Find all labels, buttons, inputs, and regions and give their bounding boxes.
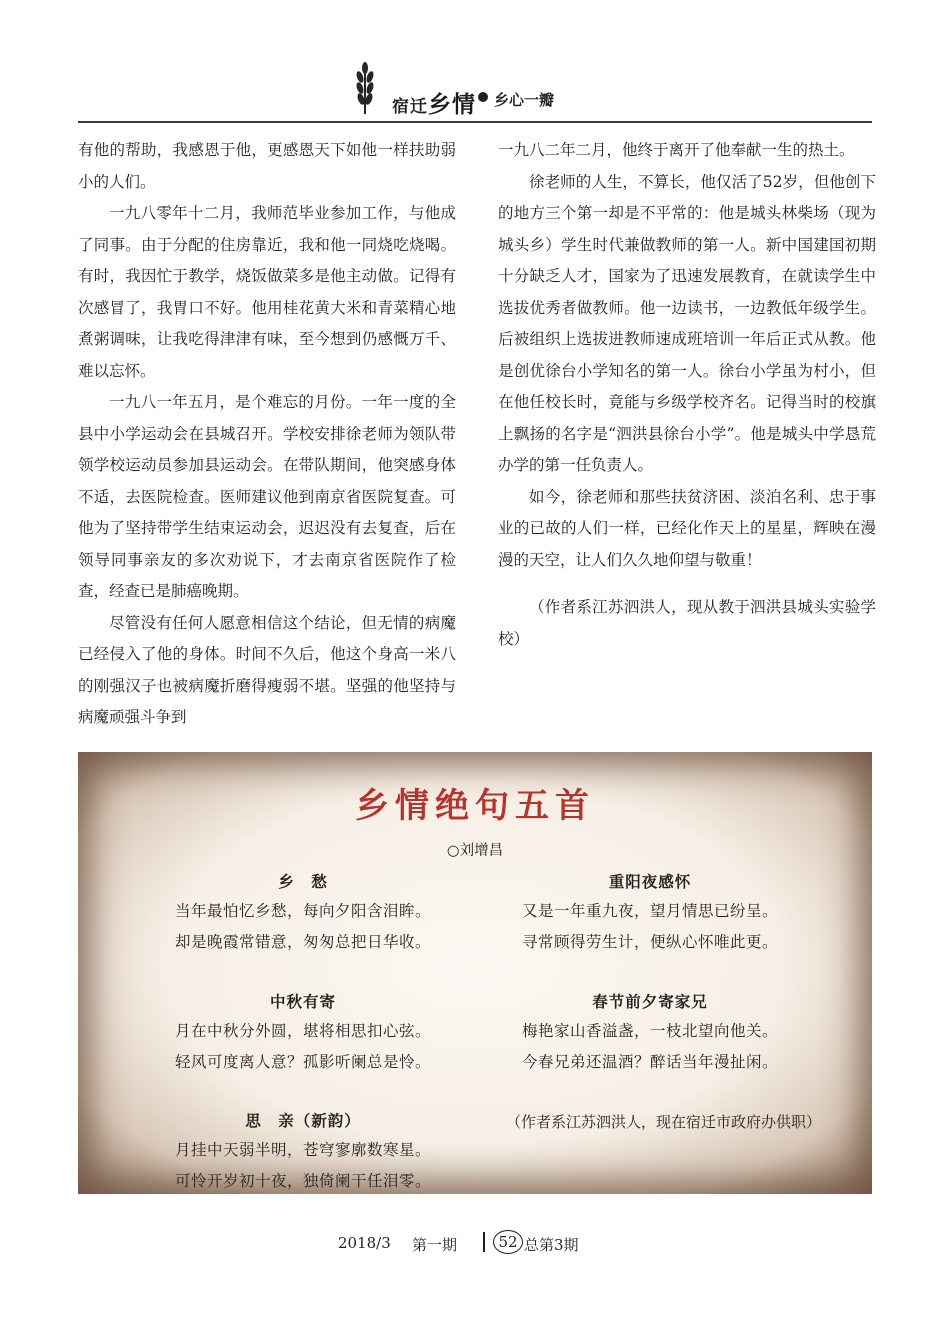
paragraph: 一九八二年二月，他终于离开了他奉献一生的热土。 xyxy=(498,141,855,159)
footer-divider xyxy=(483,1232,485,1252)
poem-line: 月挂中天弱半明，苍穹寥廓数寒星。 xyxy=(174,1141,431,1159)
article-column-right xyxy=(498,135,876,655)
poem-line: 梅艳家山香溢盏，一枝北望向他关。 xyxy=(521,1022,778,1040)
poem-line: 当年最怕忆乡愁，每向夕阳含泪眸。 xyxy=(174,902,431,920)
paragraph: 一九八零年十二月，我师范毕业参加工作，与他成了同事。由于分配的住房靠近，我和他一同烧吃烧喝。有时，我因忙于教学，烧饭做菜多是他主动做。记得有次感冒了，我胃口不好。他用桂花黄大米和青菜精心地煮粥调味，让我吃得津津有味，至今想到仍感慨万千、难以忘怀。 xyxy=(78,204,456,380)
poem-line: 寻常顾得劳生计，便纵心怀唯此更。 xyxy=(521,933,778,951)
poem xyxy=(480,870,820,958)
page-header xyxy=(0,0,950,125)
page-number: 52 xyxy=(493,1230,523,1254)
poem xyxy=(133,1109,473,1194)
issue-number: 第一期 xyxy=(412,1236,458,1254)
poem-title: 春节前夕寄家兄 xyxy=(592,993,708,1011)
total-issue: 总第3期 xyxy=(524,1236,579,1254)
wheat-logo-icon xyxy=(350,60,380,116)
bullet-dot-icon xyxy=(478,92,488,102)
poem-author-note: （作者系江苏泗洪人，现在宿迁市政府办供职） xyxy=(506,1113,822,1131)
paragraph: 有他的帮助，我感恩于他，更感恩天下如他一样扶助弱小的人们。 xyxy=(78,141,456,191)
article-column-left xyxy=(78,135,456,734)
poem xyxy=(133,990,473,1078)
poem-line: 月在中秋分外圆，堪将相思扣心弦。 xyxy=(174,1022,431,1040)
brand-main: 乡情 xyxy=(428,92,476,118)
poem xyxy=(133,870,473,958)
poem-title: 思 亲（新韵） xyxy=(245,1112,361,1130)
poem-section xyxy=(78,752,872,1194)
poem-line: 可怜开岁初十夜，独倚阑干任泪零。 xyxy=(174,1172,431,1190)
paragraph: 如今，徐老师和那些扶贫济困、淡泊名利、忠于事业的已故的人们一样，已经化作天上的星星，辉映在漫漫的天空，让人们久久地仰望与敬重！ xyxy=(498,487,876,569)
header-divider xyxy=(78,121,872,123)
paragraph: 尽管没有任何人愿意相信这个结论，但无情的病魔已经侵入了他的身体。时间不久后，他这个身高一米八的刚强汉子也被病魔折磨得瘦弱不堪。坚强的他坚持与病魔顽强斗争到 xyxy=(78,613,456,726)
section-name: 乡心一瓣 xyxy=(494,91,555,109)
poem-title: 乡 愁 xyxy=(278,873,328,891)
poem-title: 重阳夜感怀 xyxy=(608,873,692,891)
poem-title: 中秋有寄 xyxy=(269,993,336,1011)
article-byline: （作者系江苏泗洪人，现从教于泗洪县城头实验学校） xyxy=(498,598,876,648)
poem xyxy=(480,990,820,1078)
issue-date: 2018/3 xyxy=(338,1234,391,1252)
paragraph: 徐老师的人生，不算长，他仅活了52岁，但他创下的地方三个第一却是不平常的：他是城头林柴场（现为城头乡）学生时代兼做教师的第一人。新中国建国初期十分缺乏人才，国家为了迅速发展教育，在就读学生中选拔优秀者做教师。他一边读书，一边教低年级学生。后被组织上选拔进教师速成班培训一年后正式从教。他是创优徐台小学知名的第一人。徐台小学虽为村小，但在他任校长时，竟能与乡级学校齐名。记得当时的校旗上飘扬的名字是“泗洪县徐台小学”。他是城头中学恳荒办学的第一任负责人。 xyxy=(498,172,876,474)
poem-line: 轻风可度离人意？孤影听阑总是怜。 xyxy=(174,1053,431,1071)
brand-prefix: 宿迁 xyxy=(392,97,428,117)
paragraph: 一九八一年五月，是个难忘的月份。一年一度的全县中小学运动会在县城召开。学校安排徐老师为领队带领学校运动员参加县运动会。在带队期间，他突感身体不适，去医院检查。医师建议他到南京省医院复查。可他为了坚持带学生结束运动会，迟迟没有去复查，后在领导同事亲友的多次劝说下，才去南京省医院作了检查，经查已是肺癌晚期。 xyxy=(78,393,456,600)
page-footer xyxy=(0,1230,950,1260)
poem-section-title: 乡情绝句五首 xyxy=(355,786,595,826)
poem-line: 又是一年重九夜，望月情思已纷呈。 xyxy=(521,902,778,920)
poem-line: 今春兄弟还温酒？醉话当年漫扯闲。 xyxy=(521,1053,778,1071)
magazine-brand xyxy=(392,86,476,119)
poem-line: 却是晚霞常错意，匆匆总把日华收。 xyxy=(174,933,431,951)
poem-author: ○刘增昌 xyxy=(446,843,504,859)
